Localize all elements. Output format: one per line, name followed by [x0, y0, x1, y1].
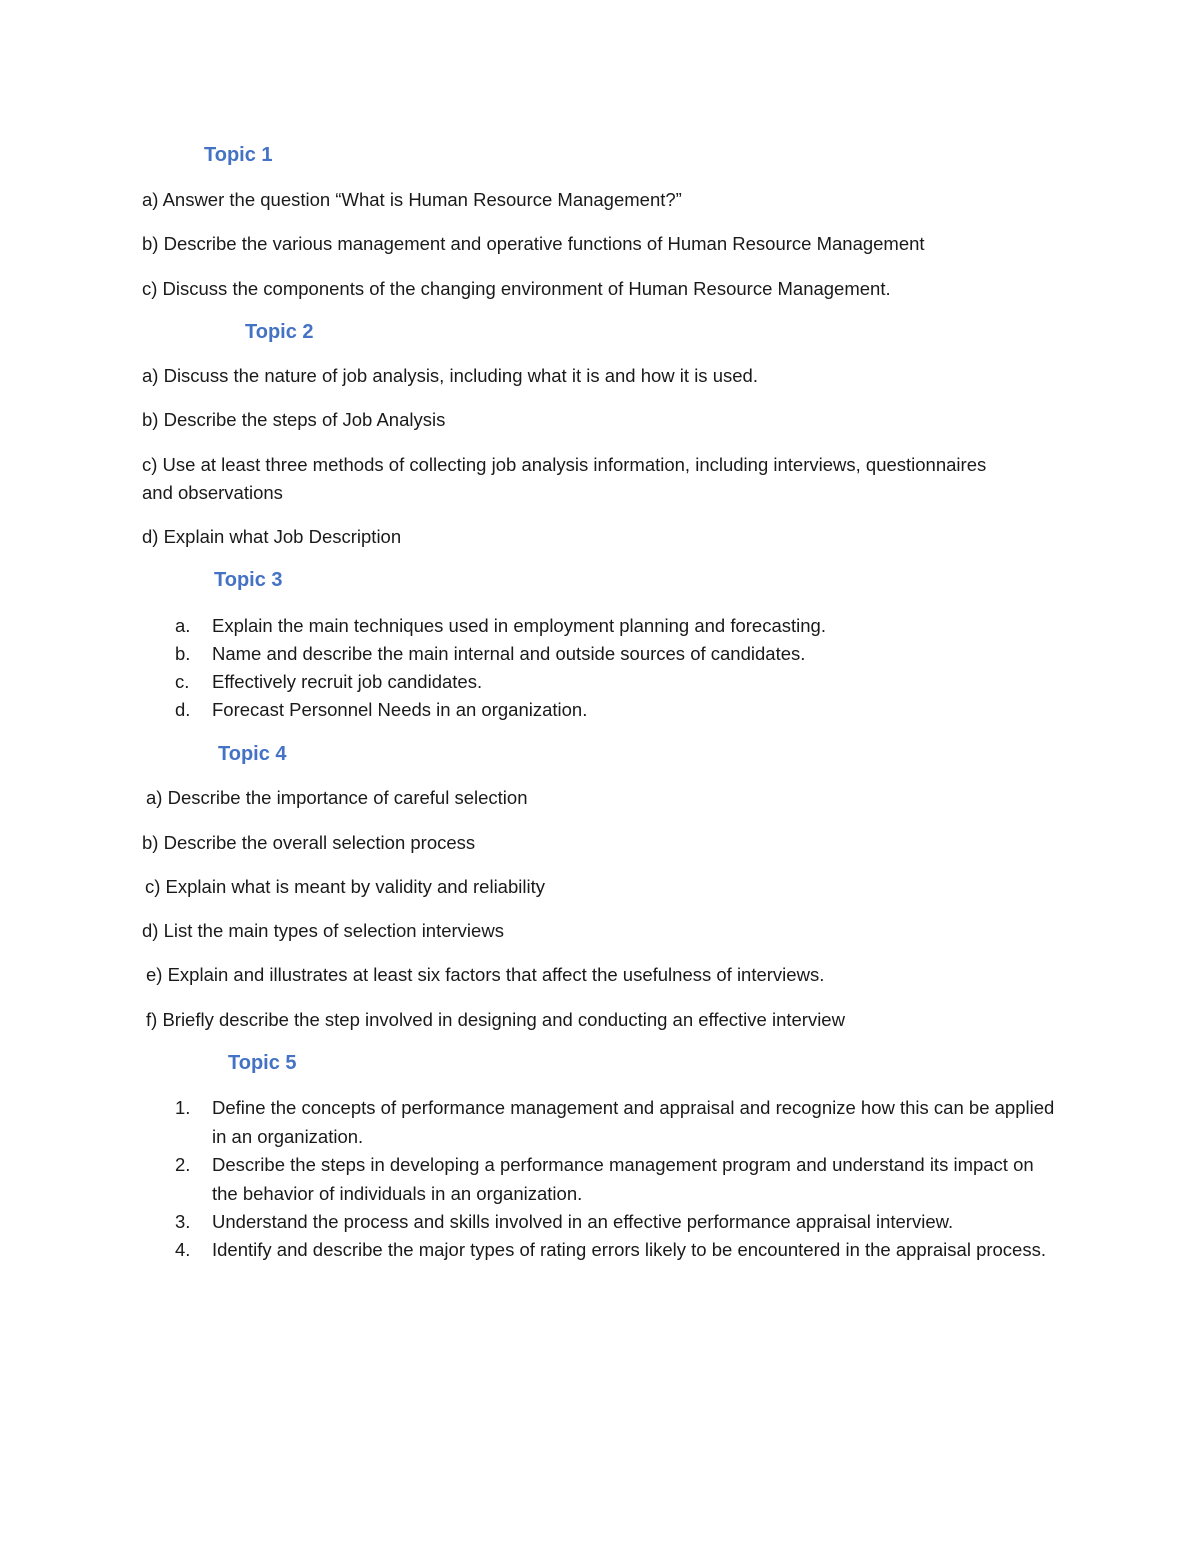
topic-4-item-b: b) Describe the overall selection process — [142, 832, 476, 853]
list-item-text: Describe the steps in developing a performance management program and understand its impact on the behavior of individuals in an organization. — [212, 1154, 1034, 1204]
topic-1-item-a: a) Answer the question “What is Human Resource Management?” — [142, 189, 682, 210]
topic-1-heading: Topic 1 — [204, 144, 273, 166]
list-marker: b. — [175, 643, 191, 664]
topic-4-item-a: a) Describe the importance of careful selection — [146, 787, 528, 808]
topic-3-heading: Topic 3 — [214, 569, 283, 591]
topic-2-item-a: a) Discuss the nature of job analysis, including what it is and how it is used. — [142, 365, 758, 386]
topic-2-item-c-continued: and observations — [142, 482, 283, 503]
list-item-text: Define the concepts of performance management and appraisal and recognize how this can be applied in an organization. — [212, 1097, 1055, 1147]
topic-2-item-b: b) Describe the steps of Job Analysis — [142, 409, 446, 430]
topic-3-list-item — [142, 612, 1062, 641]
topic-3-list-item — [142, 668, 1062, 697]
topic-5-list-item — [142, 1236, 1062, 1265]
topic-1-item-c: c) Discuss the components of the changing environment of Human Resource Management. — [142, 278, 891, 299]
list-item-text: Forecast Personnel Needs in an organization. — [212, 699, 588, 720]
topic-5-heading: Topic 5 — [228, 1052, 297, 1074]
list-marker: a. — [175, 615, 191, 636]
list-item-text: Explain the main techniques used in employment planning and forecasting. — [212, 615, 826, 636]
list-marker: 4. — [175, 1239, 191, 1260]
topic-2-item-c: c) Use at least three methods of collecting job analysis information, including interviews, questionnaires — [142, 454, 987, 475]
topic-4-item-e: e) Explain and illustrates at least six factors that affect the usefulness of interviews. — [146, 964, 825, 985]
list-item-text: Understand the process and skills involved in an effective performance appraisal interview. — [212, 1211, 954, 1232]
list-marker: d. — [175, 699, 191, 720]
topic-2-item-d: d) Explain what Job Description — [142, 526, 402, 547]
topic-3-list-item — [142, 696, 1062, 725]
topic-4-item-f: f) Briefly describe the step involved in designing and conducting an effective interview — [146, 1009, 845, 1030]
list-marker: 2. — [175, 1154, 191, 1175]
topic-1-item-b: b) Describe the various management and operative functions of Human Resource Management — [142, 233, 925, 254]
list-marker: 1. — [175, 1097, 191, 1118]
topic-4-heading: Topic 4 — [218, 743, 287, 765]
topic-4-item-d: d) List the main types of selection interviews — [142, 920, 504, 941]
list-marker: 3. — [175, 1211, 191, 1232]
list-item-text: Identify and describe the major types of rating errors likely to be encountered in the appraisal process. — [212, 1239, 1046, 1260]
topic-3-list-item — [142, 640, 1062, 669]
topic-5-list-item — [142, 1208, 1062, 1237]
list-item-text: Effectively recruit job candidates. — [212, 671, 483, 692]
list-marker: c. — [175, 671, 190, 692]
topic-5-list-item — [142, 1151, 1062, 1208]
topic-5-list-item — [142, 1094, 1062, 1151]
topic-2-heading: Topic 2 — [245, 321, 314, 343]
topic-4-item-c: c) Explain what is meant by validity and reliability — [145, 876, 545, 897]
list-item-text: Name and describe the main internal and outside sources of candidates. — [212, 643, 806, 664]
